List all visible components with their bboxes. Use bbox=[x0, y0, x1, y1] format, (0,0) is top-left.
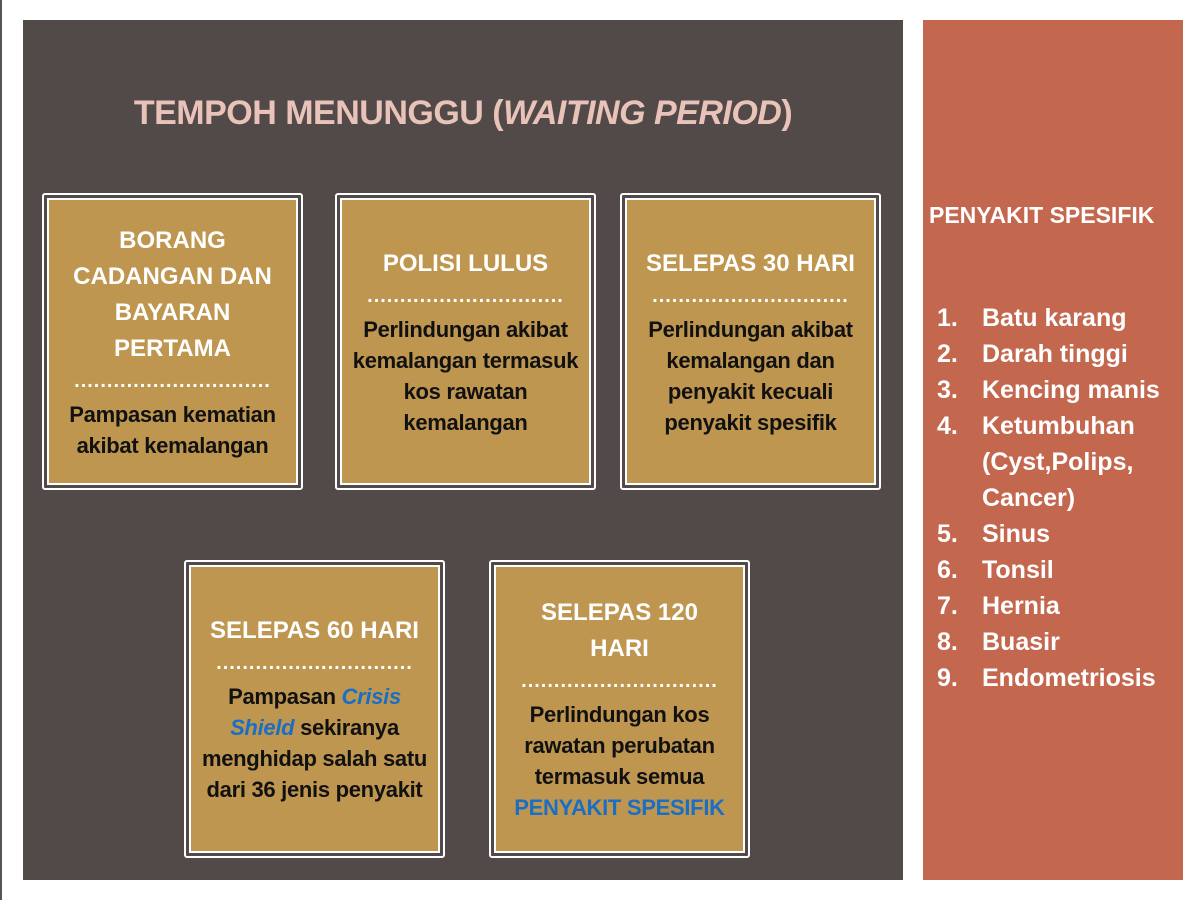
box-heading: SELEPAS 120 HARI bbox=[541, 599, 698, 662]
box-heading: SELEPAS 30 HARI bbox=[646, 249, 855, 277]
item-label: Endometriosis bbox=[982, 664, 1156, 692]
box-heading: POLISI LULUS bbox=[382, 249, 549, 277]
item-number: 1. bbox=[937, 304, 958, 332]
dotted-divider: .............................. bbox=[216, 652, 413, 674]
item-label: Buasir bbox=[982, 628, 1060, 656]
list-item bbox=[937, 624, 1162, 660]
item-number: 6. bbox=[937, 556, 958, 584]
item-number: 5. bbox=[937, 520, 958, 548]
box-text: Perlindungan akibat kemalangan dan penyakit kecuali penyakit spesifik bbox=[648, 316, 853, 435]
item-number: 7. bbox=[937, 592, 958, 620]
text-part: Pampasan bbox=[228, 684, 342, 709]
box-text: Pampasan kematian akibat kemalangan bbox=[69, 401, 276, 458]
list-item bbox=[937, 516, 1162, 552]
title-close: ) bbox=[781, 94, 793, 132]
sidebar-panel bbox=[923, 20, 1183, 880]
list-item bbox=[937, 588, 1162, 624]
dotted-divider: .............................. bbox=[74, 369, 271, 392]
dotted-divider: .............................. bbox=[367, 284, 564, 307]
sidebar-title: PENYAKIT SPESIFIK bbox=[929, 202, 1155, 228]
box-heading: SELEPAS 60 HARI bbox=[210, 617, 419, 644]
main-panel bbox=[23, 20, 903, 880]
box-borang bbox=[42, 193, 303, 490]
crisis-shield-text: Crisis Shield bbox=[230, 684, 401, 740]
box-polisi-lulus bbox=[335, 193, 596, 490]
text-part: Perlindungan kos rawatan perubatan termasuk semua bbox=[524, 702, 715, 789]
box-120-hari bbox=[489, 560, 750, 858]
list-item bbox=[937, 660, 1162, 696]
item-label: Darah tinggi bbox=[982, 340, 1128, 368]
slide-title bbox=[23, 94, 903, 133]
item-number: 9. bbox=[937, 664, 958, 692]
box-text bbox=[201, 681, 428, 805]
item-label: Sinus bbox=[982, 520, 1051, 548]
list-item bbox=[937, 372, 1162, 408]
item-number: 3. bbox=[937, 376, 958, 404]
item-label: Batu karang bbox=[982, 304, 1127, 332]
item-label: Kencing manis bbox=[982, 376, 1160, 404]
list-item bbox=[937, 552, 1162, 588]
item-label: Hernia bbox=[982, 592, 1060, 620]
item-label: Tonsil bbox=[982, 556, 1054, 584]
box-60-hari bbox=[184, 560, 445, 858]
item-number: 2. bbox=[937, 340, 958, 368]
box-text: Perlindungan akibat kemalangan termasuk kos rawatan kemalangan bbox=[352, 316, 579, 435]
list-item bbox=[937, 336, 1162, 372]
list-item bbox=[937, 300, 1162, 336]
item-number: 4. bbox=[937, 412, 958, 440]
box-heading: BORANG CADANGAN DAN BAYARAN PERTAMA bbox=[73, 226, 272, 362]
list-item bbox=[937, 408, 1162, 516]
title-text: TEMPOH MENUNGGU ( bbox=[133, 94, 504, 132]
disease-list bbox=[937, 300, 1162, 696]
text-part: sekiranya menghidap salah satu dari 36 jenis penyakit bbox=[201, 715, 428, 802]
penyakit-spesifik-text: PENYAKIT SPESIFIK bbox=[514, 795, 725, 820]
item-label: Ketumbuhan (Cyst,Polips, Cancer) bbox=[982, 412, 1135, 512]
box-30-hari bbox=[620, 193, 881, 490]
title-italic: WAITING PERIOD bbox=[503, 94, 782, 132]
box-text bbox=[506, 699, 733, 823]
item-number: 8. bbox=[937, 628, 958, 656]
dotted-divider: .............................. bbox=[652, 284, 849, 307]
dotted-divider: .............................. bbox=[521, 670, 718, 692]
